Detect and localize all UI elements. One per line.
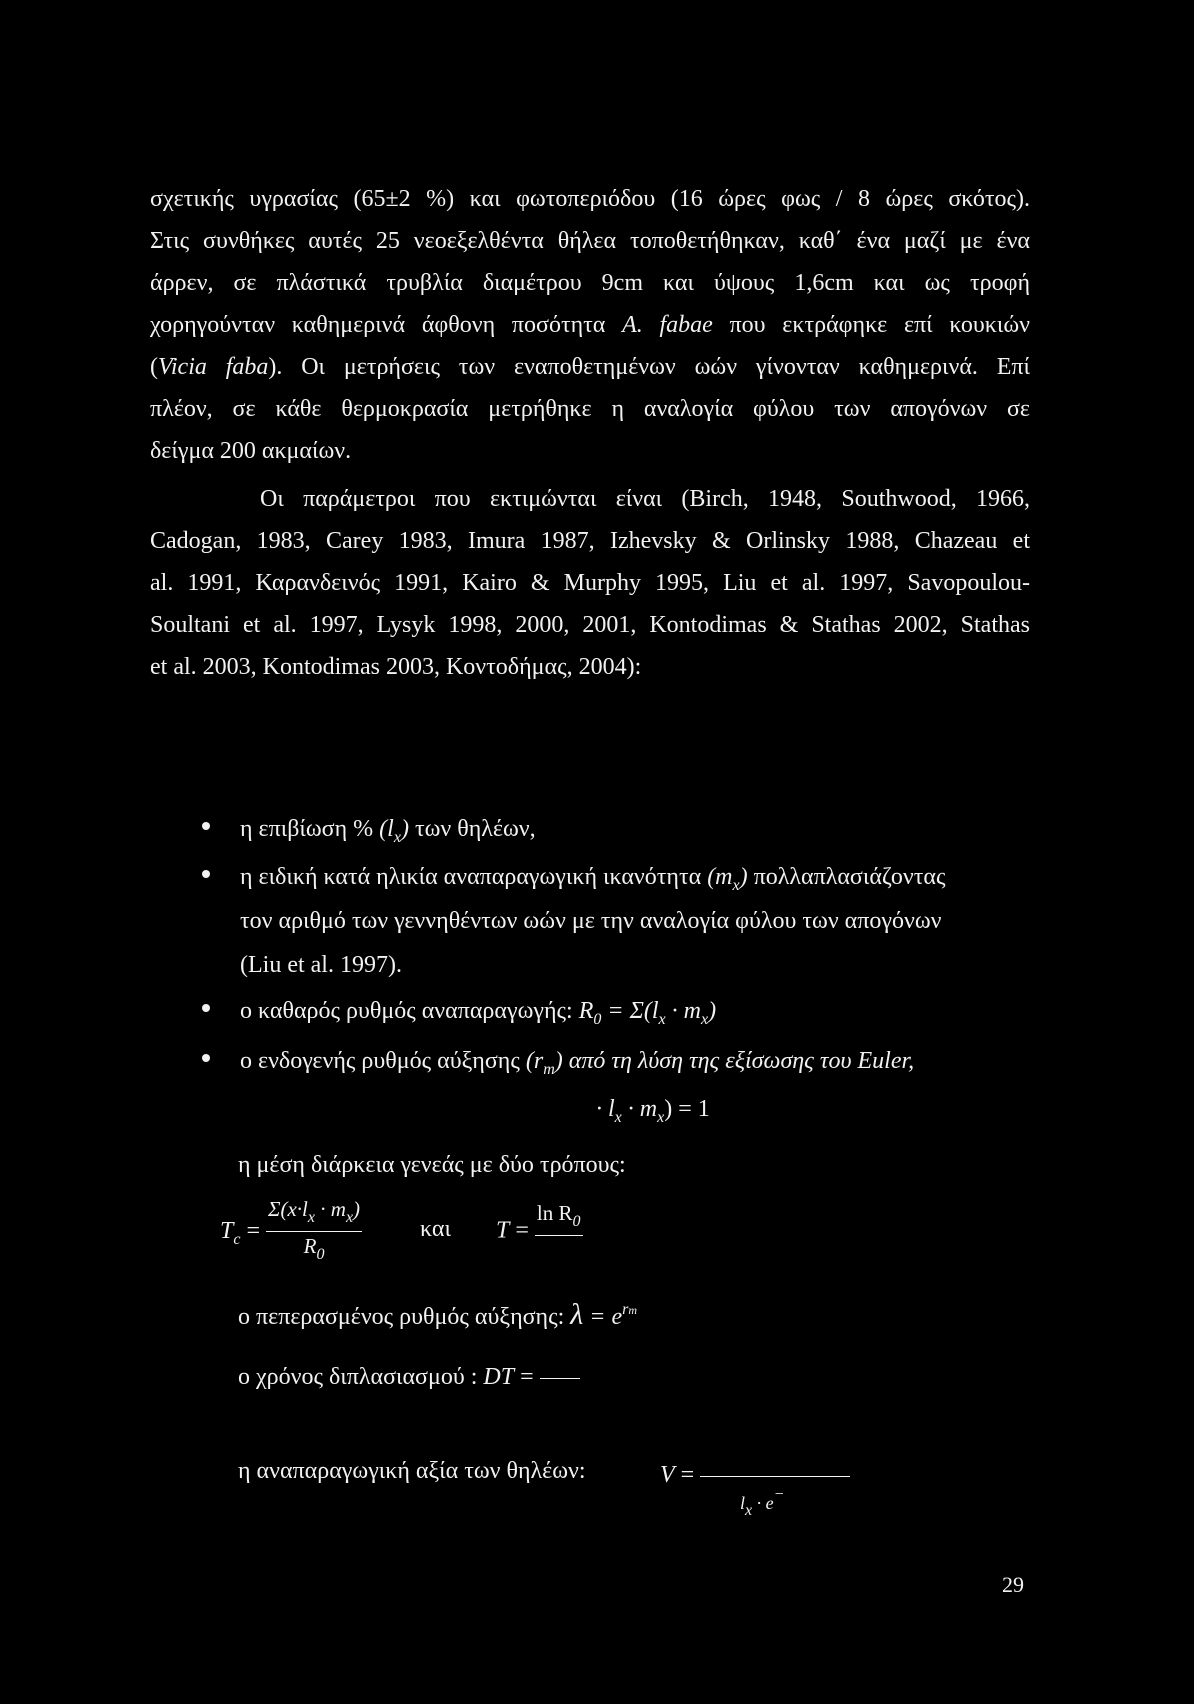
generation-time-label: η μέση διάρκεια γενεάς με δύο τρόπους: (238, 1152, 626, 1178)
list-item-text: ο ενδογενής ρυθμός αύξησης $(r_m)$ από τη λύση της εξίσωσης του Euler, (240, 1048, 915, 1078)
text-line (150, 304, 1030, 346)
doubling-time-line: ο χρόνος διπλασιασμού : DT = (238, 1364, 580, 1391)
text-fragment: που εκτράφηκε επί κουκιών (712, 312, 1031, 338)
bullet-icon (202, 1054, 210, 1062)
list-item-text: η επιβίωση % $(l_x)$ των θηλέων, (240, 816, 536, 846)
paragraph-parameters (150, 478, 1030, 688)
formula-v-denominator: lx · e− (740, 1486, 785, 1519)
text-line: πλέον, σε κάθε θερμοκρασία μετρήθηκε η αναλογία φύλου των απογόνων σε (150, 396, 1030, 422)
fraction: $\ln R_0$ (535, 1200, 583, 1264)
list-item-text: (Liu et al. 1997). (240, 952, 402, 978)
list-item-text: η ειδική κατά ηλικία αναπαραγωγική ικανότητα $(m_x)$ πολλαπλασιάζοντας (240, 864, 946, 894)
text-fragment: χορηγούνταν καθημερινά άφθονη ποσότητα (150, 312, 623, 338)
bullet-icon (202, 870, 210, 878)
list-item-text: τον αριθμό των γεννηθέντων ωών με την αναλογία φύλου των απογόνων (240, 908, 942, 934)
text-line: Soultani et al. 1997, Lysyk 1998, 2000, 2001, Kontodimas & Stathas 2002, Stathas (150, 612, 1030, 638)
finite-rate-line: ο πεπερασμένος ρυθμός αύξησης: $\lambda = e^{rm}$ (238, 1298, 638, 1331)
text-fragment: ). Οι μετρήσεις των εναποθετημένων ωών γίνονταν καθημερινά. Επί (268, 354, 1030, 380)
species-name: Vicia faba (158, 354, 269, 380)
fraction: $\frac{\Sigma(x\cdot l_x \cdot m_x)}{R_0}$ (268, 1197, 361, 1263)
formula-tc: $T_c$ = $\frac{\Sigma(x\cdot l_x \cdot m_x)}{R_0}$ (220, 1196, 362, 1269)
text-line: σχετικής υγρασίας (65±2 %) και φωτοπεριόδου (16 ώρες φως / 8 ώρες σκότος). (150, 186, 1030, 212)
text-line: et al. 2003, Kontodimas 2003, Κοντοδήμας, 2004): (150, 654, 642, 680)
paragraph-methods (150, 178, 1030, 472)
text-line: δείγμα 200 ακμαίων. (150, 438, 352, 464)
euler-equation: · $l_x \cdot m_x) = 1$ (596, 1096, 710, 1126)
species-name: A. fabae (622, 312, 713, 338)
text-line: Στις συνθήκες αυτές 25 νεοεξελθέντα θήλεα τοποθετήθηκαν, καθ΄ ένα μαζί με ένα (150, 228, 1030, 254)
formula-v: V = (660, 1462, 850, 1489)
text-line: Οι παράμετροι που εκτιμώνται είναι (Birch, 1948, Southwood, 1966, (260, 486, 1030, 512)
text-line: Cadogan, 1983, Carey 1983, Imura 1987, Izhevsky & Orlinsky 1988, Chazeau et (150, 528, 1030, 554)
bullet-icon (202, 1004, 210, 1012)
formula-r0: $R_0 = \Sigma(l_x \cdot m_x)$ (578, 998, 717, 1028)
formula-t: T = $\ln R_0$ (496, 1200, 583, 1264)
bullet-icon (202, 822, 210, 830)
reproductive-value-line: η αναπαραγωγική αξία των θηλέων: (238, 1458, 586, 1484)
text-line: άρρεν, σε πλάστικά τρυβλία διαμέτρου 9cm και ύψους 1,6cm και ως τροφή (150, 270, 1030, 296)
and-conjunction: και (420, 1216, 451, 1242)
page-number: 29 (1002, 1572, 1024, 1597)
text-line: al. 1991, Καρανδεινός 1991, Kairo & Murphy 1995, Liu et al. 1997, Savopoulou- (150, 570, 1030, 596)
text-fragment: ( (150, 354, 158, 380)
text-line (150, 346, 1030, 388)
list-item-text: ο καθαρός ρυθμός αναπαραγωγής: $R_0 = \Sigma(l_x \cdot m_x)$ (240, 998, 717, 1028)
